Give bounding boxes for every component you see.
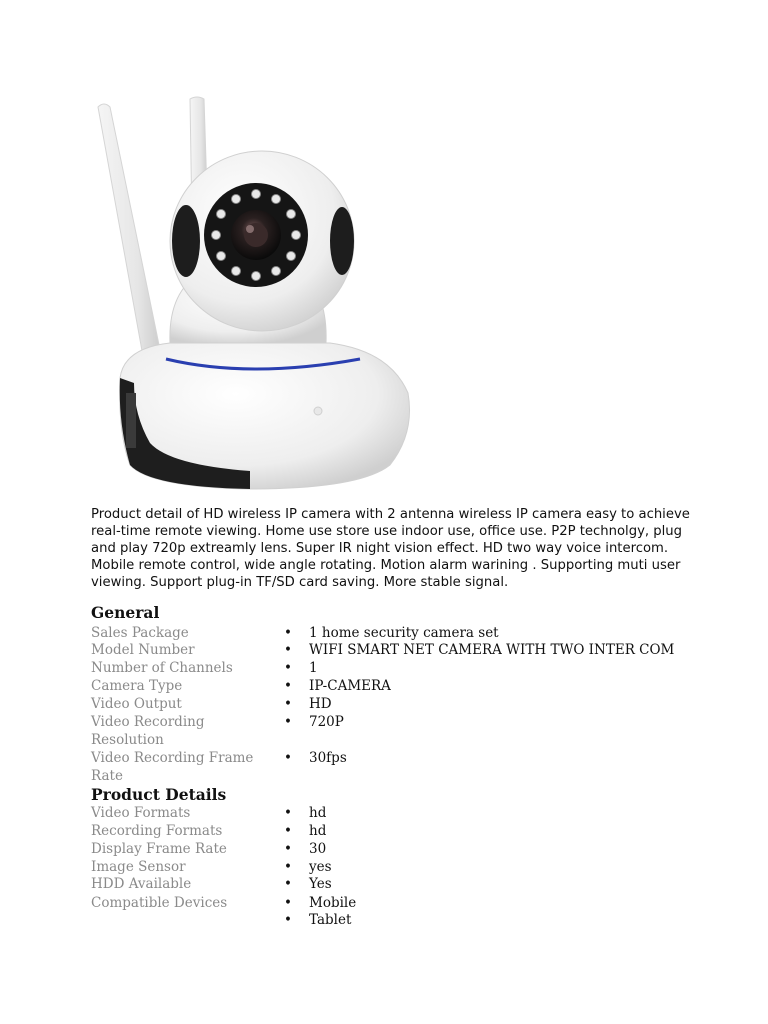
product-description: Product detail of HD wireless IP camera with 2 antenna wireless IP camera easy to achieve real-time remote viewing. Home use store use indoor use, office use. P2P technolgy, plug and play 720p extreamly lens. Super IR night vision effect. HD two way voice intercom. Mobile remote control, wide angle rotating. Motion alarm warining . Supporting muti user viewing. Support plug-in TF/SD card saving. More stable signal. xyxy=(91,507,690,590)
bullet: • xyxy=(284,912,292,928)
bullet: • xyxy=(284,876,292,892)
product-image xyxy=(90,93,415,493)
spec-value: IP-CAMERA xyxy=(309,678,391,694)
spec-label: Model Number xyxy=(91,642,195,658)
spec-value: hd xyxy=(309,823,327,839)
spec-label: Video Formats xyxy=(91,805,191,821)
spec-label: Video Recording Resolution xyxy=(91,714,205,748)
spec-value: 1 xyxy=(309,660,318,676)
spec-label: Image Sensor xyxy=(91,859,186,875)
spec-label: Recording Formats xyxy=(91,823,223,839)
spec-label: HDD Available xyxy=(91,876,192,892)
section-heading-general: General xyxy=(91,603,160,622)
bullet: • xyxy=(284,642,292,658)
spec-label: Display Frame Rate xyxy=(91,841,227,857)
bullet: • xyxy=(284,823,292,839)
spec-value: 1 home security camera set xyxy=(309,625,499,641)
bullet: • xyxy=(284,750,292,766)
spec-value: Mobile xyxy=(309,895,357,911)
spec-value: 720P xyxy=(309,714,344,730)
bullet: • xyxy=(284,625,292,641)
spec-value: Yes xyxy=(309,876,332,892)
spec-value: Tablet xyxy=(309,912,352,928)
spec-value: 30fps xyxy=(309,750,347,766)
spec-label: Camera Type xyxy=(91,678,183,694)
bullet: • xyxy=(284,660,292,676)
spec-value: yes xyxy=(309,859,332,875)
spec-label: Video Recording Frame Rate xyxy=(91,750,254,784)
spec-label: Compatible Devices xyxy=(91,895,228,911)
bullet: • xyxy=(284,696,292,712)
spec-value: hd xyxy=(309,805,327,821)
bullet: • xyxy=(284,895,292,911)
spec-label: Video Output xyxy=(91,696,182,712)
bullet: • xyxy=(284,805,292,821)
spec-value: 30 xyxy=(309,841,327,857)
bullet: • xyxy=(284,859,292,875)
bullet: • xyxy=(284,678,292,694)
spec-value: HD xyxy=(309,696,332,712)
section-heading-product-details: Product Details xyxy=(91,785,227,804)
camera-base xyxy=(120,343,410,489)
bullet: • xyxy=(284,841,292,857)
spec-value: WIFI SMART NET CAMERA WITH TWO INTER COM xyxy=(309,642,675,658)
bullet: • xyxy=(284,714,292,730)
spec-label: Number of Channels xyxy=(91,660,233,676)
camera-head xyxy=(170,151,354,331)
spec-label: Sales Package xyxy=(91,625,189,641)
left-antenna xyxy=(98,104,164,373)
